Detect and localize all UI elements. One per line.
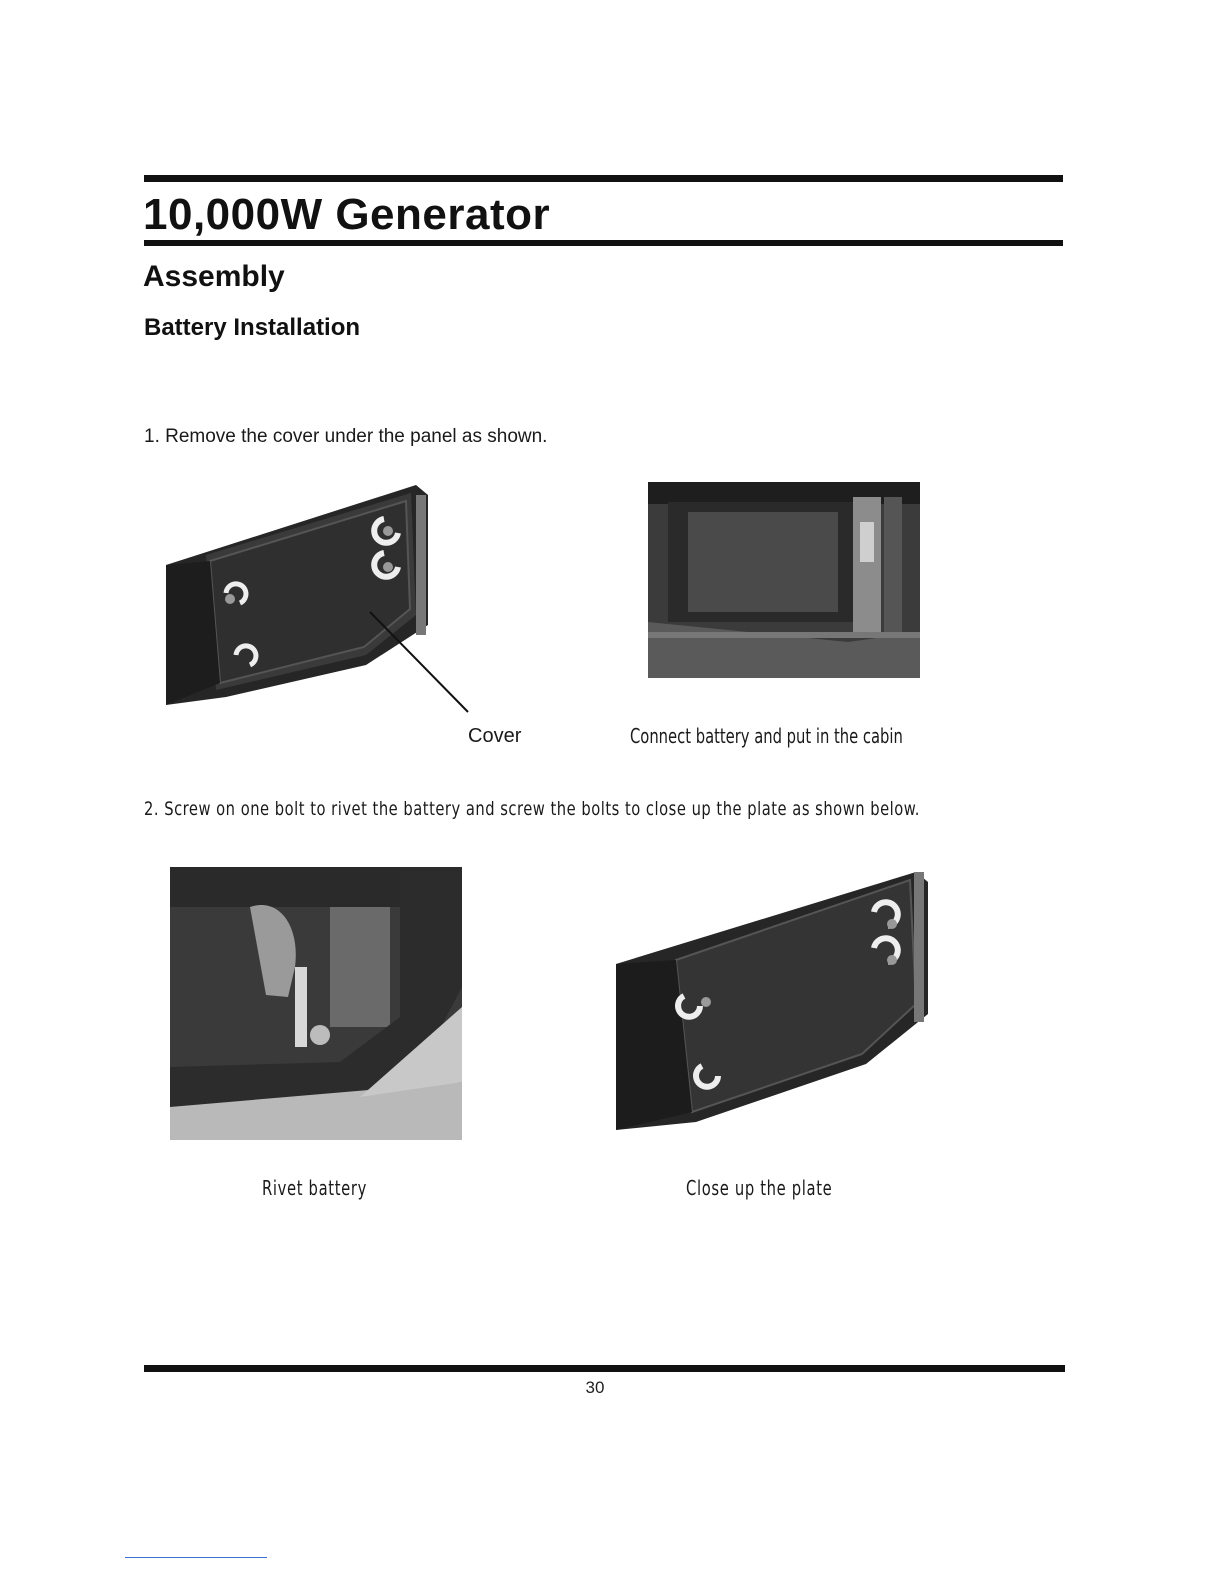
connect-battery-caption: Connect battery and put in the cabin bbox=[630, 724, 903, 748]
step-1-instruction: 1. Remove the cover under the panel as shown. bbox=[144, 426, 548, 447]
rivet-battery-photo bbox=[170, 867, 462, 1140]
cover-caption: Cover bbox=[468, 725, 522, 747]
page-title: 10,000W Generator bbox=[143, 190, 551, 239]
close-plate-caption: Close up the plate bbox=[686, 1176, 833, 1200]
subsection-title: Battery Installation bbox=[144, 314, 361, 341]
close-plate-photo bbox=[616, 864, 936, 1130]
step-2-instruction: 2. Screw on one bolt to rivet the battery and screw the bolts to close up the plate as shown below. bbox=[144, 798, 921, 820]
battery-cabin-photo bbox=[648, 482, 920, 678]
cover-removal-photo bbox=[166, 475, 432, 709]
header-top-rule bbox=[144, 175, 1063, 182]
header-title-rule bbox=[144, 240, 1063, 246]
section-title: Assembly bbox=[143, 260, 285, 293]
page-number: 30 bbox=[585, 1378, 605, 1397]
footer-link-underline bbox=[125, 1557, 267, 1558]
rivet-battery-caption: Rivet battery bbox=[262, 1176, 367, 1200]
footer-rule bbox=[144, 1365, 1065, 1372]
